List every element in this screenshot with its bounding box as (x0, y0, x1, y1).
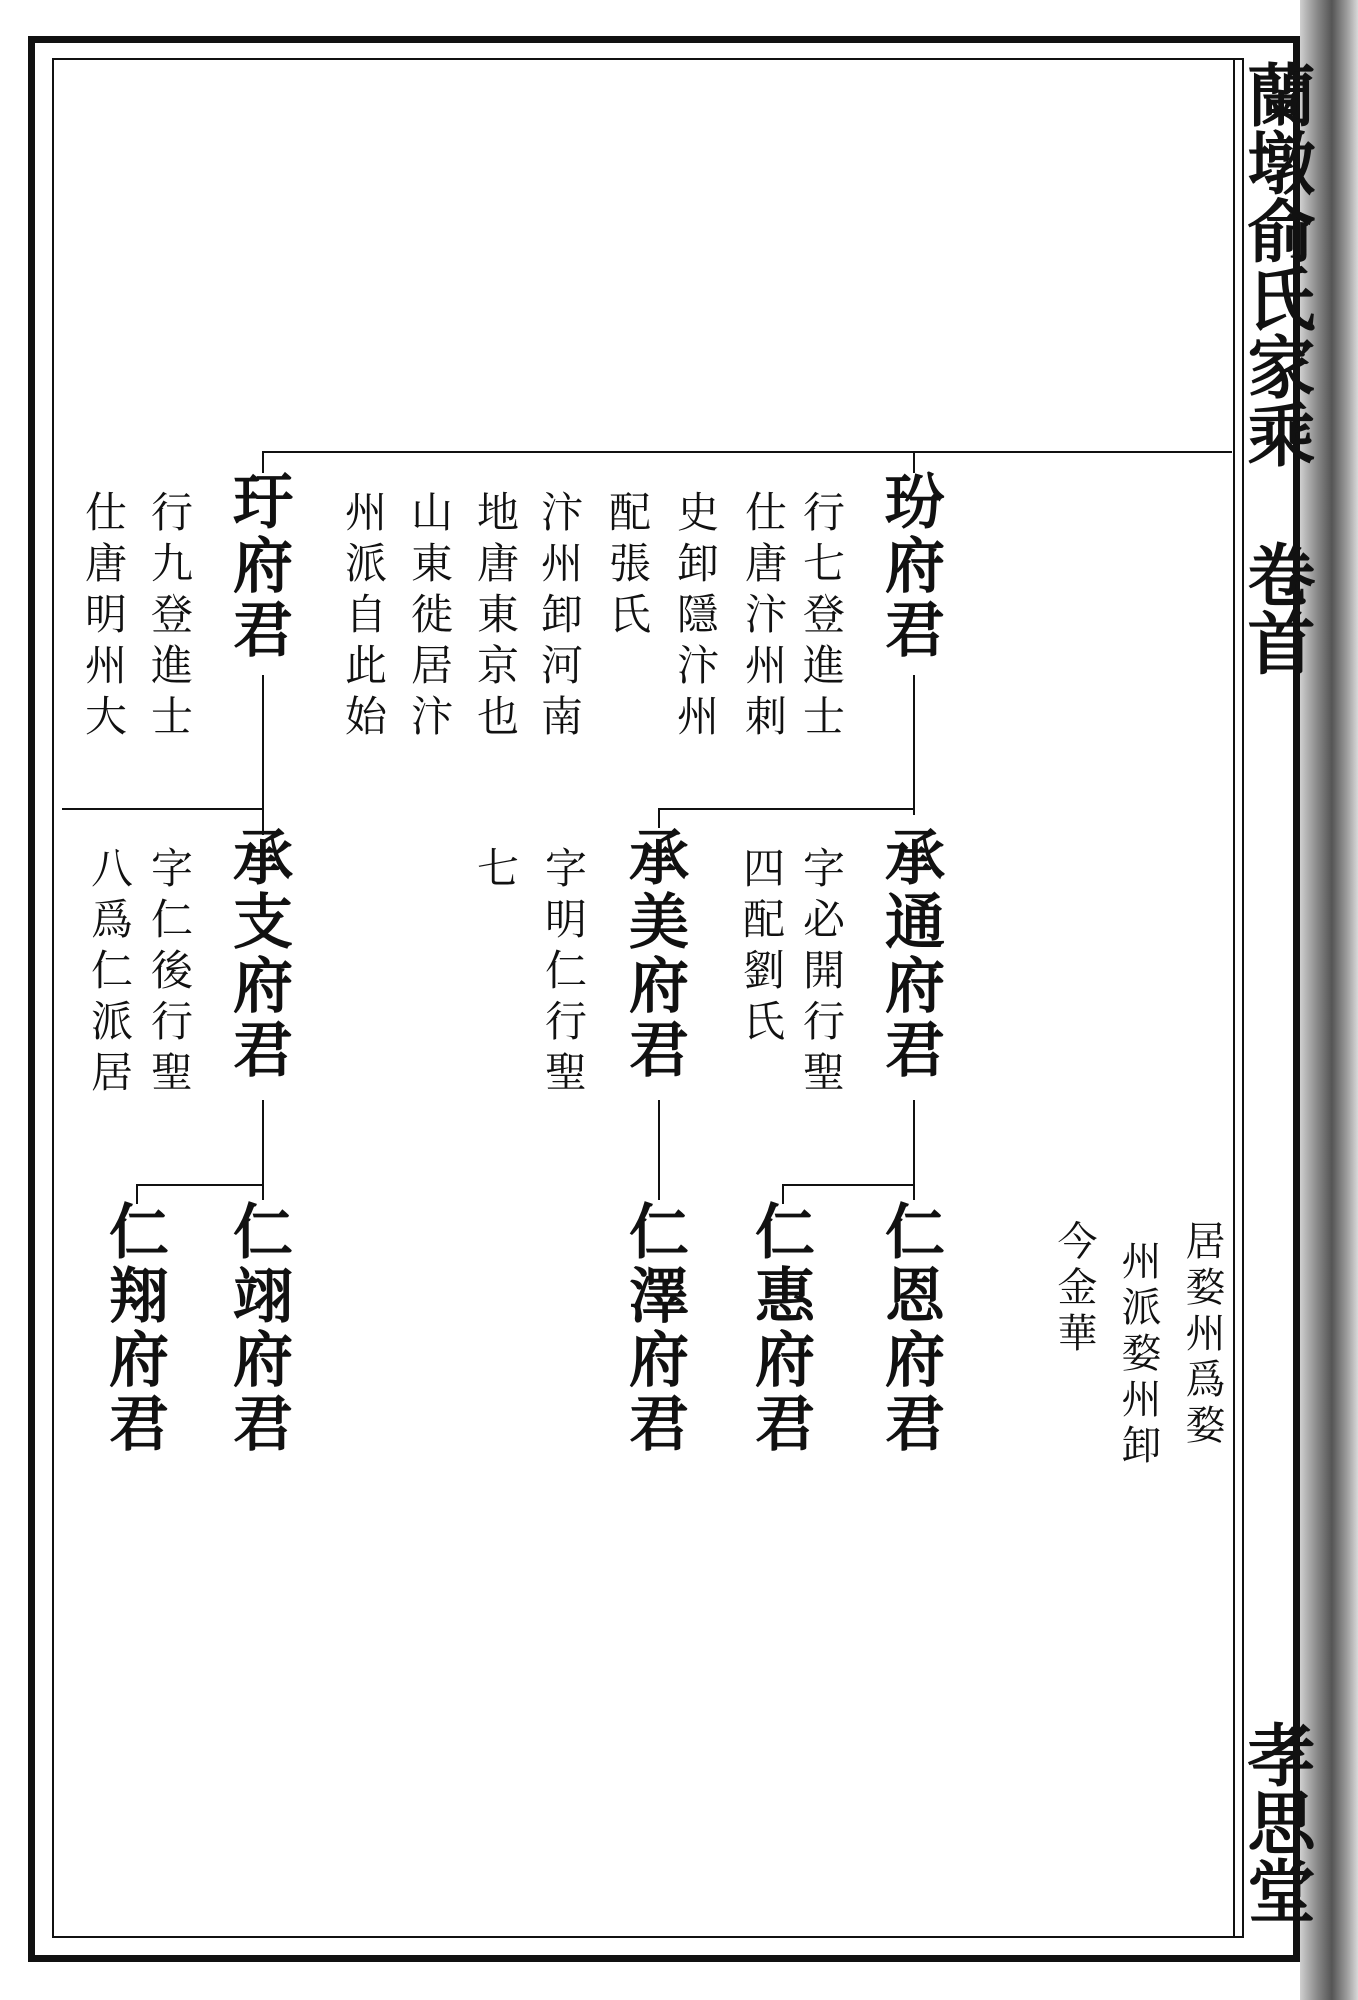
note-chengmei-a: 字明仁行聖 (539, 846, 588, 1101)
link-fen-down (913, 675, 915, 815)
name-renyi: 仁翊府君 (223, 1200, 293, 1456)
generation-line-1 (262, 451, 1232, 453)
generation-line-3b (136, 1184, 264, 1186)
name-chengtong: 承通府君 (875, 826, 945, 1082)
note-wuzhou-1: 居婺州爲婺 (1179, 1220, 1225, 1450)
note-fen-c: 史卸隱汴州 (671, 490, 720, 745)
note-wuzhou-2: 州派婺州卸 (1115, 1240, 1161, 1470)
note-wuzhou-3: 今金華 (1051, 1220, 1097, 1358)
generation-line-3a (782, 1184, 915, 1186)
name-renxiang: 仁翔府君 (99, 1200, 169, 1456)
name-renze: 仁澤府君 (619, 1200, 689, 1456)
note-chengzhi-a: 字仁後行聖 (145, 846, 194, 1101)
note-chengzhi-b: 八爲仁派居 (85, 846, 134, 1101)
note-fen-a: 行七登進士 (797, 490, 846, 745)
link-yu-down (262, 675, 264, 835)
generation-line-2b (62, 808, 264, 810)
link-chengmei-down (658, 1100, 660, 1200)
note-chengmei-b: 七 (471, 846, 520, 897)
name-chengzhi: 承支府君 (223, 826, 293, 1082)
name-renhui: 仁惠府君 (745, 1200, 815, 1456)
volume-label: 卷首 (1236, 540, 1316, 676)
note-bianzhou-4: 州派自此始 (339, 490, 388, 745)
generation-line-2a (658, 808, 915, 810)
note-chengtong-b: 四配劉氏 (737, 846, 786, 1050)
name-renen: 仁恩府君 (875, 1200, 945, 1456)
margin-rule (1233, 58, 1235, 1938)
note-yu-b: 仕唐明州大 (79, 490, 128, 745)
note-bianzhou-3: 山東徙居汴 (405, 490, 454, 745)
note-bianzhou-2: 地唐東京也 (471, 490, 520, 745)
hall-name: 孝思堂 (1236, 1720, 1316, 1924)
name-fen: 玢府君 (875, 470, 945, 662)
note-yu-a: 行九登進士 (145, 490, 194, 745)
name-chengmei: 承美府君 (619, 826, 689, 1082)
note-fen-d: 配張氏 (603, 490, 652, 643)
note-fen-b: 仕唐汴州刺 (739, 490, 788, 745)
note-chengtong-a: 字必開行聖 (797, 846, 846, 1101)
book-title: 蘭墩俞氏家乘 (1236, 60, 1316, 468)
link-chengmei (658, 808, 660, 828)
name-yu: 玗府君 (223, 470, 293, 662)
note-bianzhou-1: 汴州卸河南 (535, 490, 584, 745)
